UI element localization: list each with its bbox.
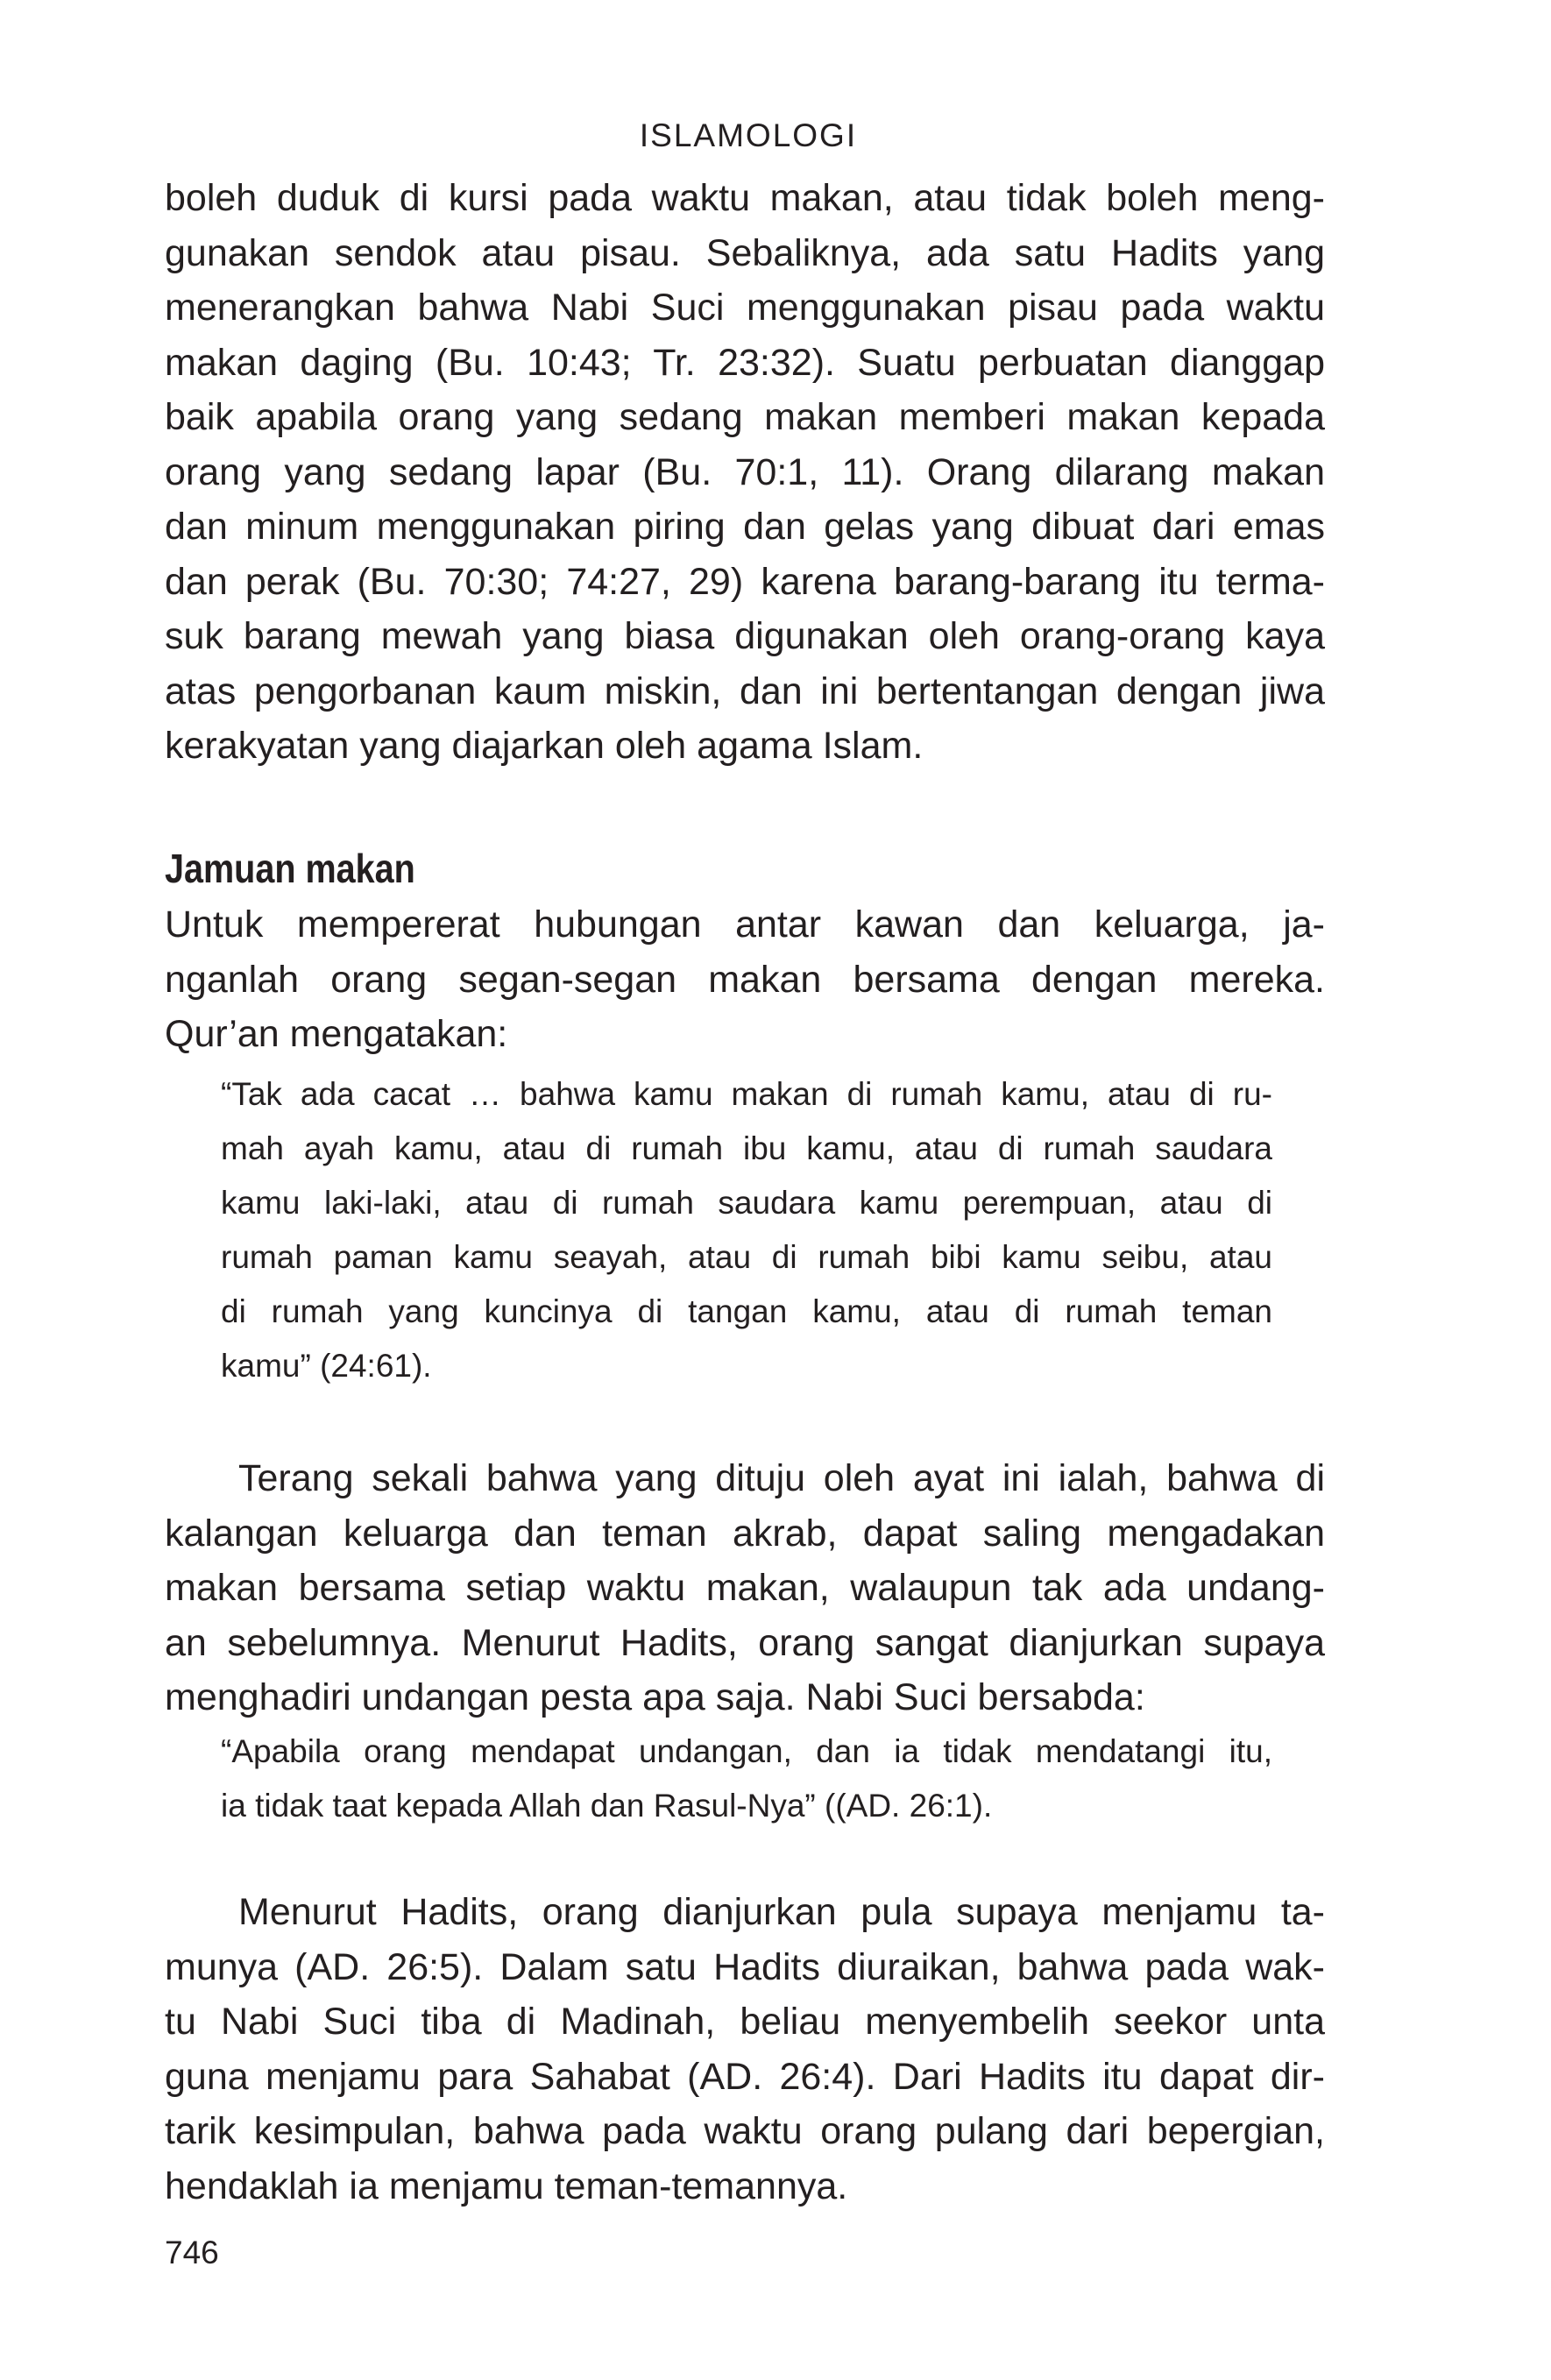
text-line: makan bersama setiap waktu makan, walaupun tak ada undang- [165, 1567, 1325, 1609]
text-line: dan minum menggunakan piring dan gelas yang dibuat dari emas [165, 506, 1325, 548]
quote-line: di rumah yang kuncinya di tangan kamu, atau di rumah teman [221, 1293, 1272, 1329]
text-line: dan perak (Bu. 70:30; 74:27, 29) karena barang-barang itu terma- [165, 560, 1325, 603]
text-line: Terang sekali bahwa yang dituju oleh ayat ini ialah, bahwa di [238, 1457, 1325, 1499]
section-heading: Jamuan makan [165, 846, 415, 891]
text-line: tu Nabi Suci tiba di Madinah, beliau menyembelih seekor unta [165, 2001, 1325, 2043]
text-line: gunakan sendok atau pisau. Sebaliknya, ada satu Hadits yang [165, 231, 1325, 274]
text-line: Qur’an mengatakan: [165, 1013, 508, 1055]
quote-line: kamu” (24:61). [221, 1348, 432, 1384]
text-line: hendaklah ia menjamu teman-temannya. [165, 2164, 848, 2207]
text-line: munya (AD. 26:5). Dalam satu Hadits diuraikan, bahwa pada wak- [165, 1945, 1325, 1988]
text-line: suk barang mewah yang biasa digunakan oleh orang-orang kaya [165, 615, 1325, 657]
text-line: Untuk mempererat hubungan antar kawan dan keluarga, ja- [165, 903, 1325, 946]
page-number: 746 [165, 2235, 219, 2270]
text-line: boleh duduk di kursi pada waktu makan, atau tidak boleh meng- [165, 177, 1325, 219]
block-quote-2 [221, 1725, 1272, 1833]
quote-line: “Tak ada cacat … bahwa kamu makan di rumah kamu, atau di ru- [221, 1076, 1272, 1112]
paragraph-2 [165, 897, 1325, 1062]
text-line: an sebelumnya. Menurut Hadits, orang sangat dianjurkan supaya [165, 1621, 1325, 1664]
text-line: menghadiri undangan pesta apa saja. Nabi Suci bersabda: [165, 1676, 1145, 1718]
text-line: atas pengorbanan kaum miskin, dan ini bertentangan dengan jiwa [165, 669, 1325, 712]
text-line: orang yang sedang lapar (Bu. 70:1, 11). Orang dilarang makan [165, 450, 1325, 493]
paragraph-1 [165, 171, 1325, 774]
text-line: kerakyatan yang diajarkan oleh agama Islam. [165, 725, 924, 767]
text-line: baik apabila orang yang sedang makan memberi makan kepada [165, 396, 1325, 438]
quote-line: “Apabila orang mendapat undangan, dan ia tidak mendatangi itu, [221, 1733, 1272, 1769]
text-line: makan daging (Bu. 10:43; Tr. 23:32). Suatu perbuatan dianggap [165, 341, 1325, 384]
text-line: menerangkan bahwa Nabi Suci menggunakan pisau pada waktu [165, 287, 1325, 329]
text-line: guna menjamu para Sahabat (AD. 26:4). Dari Hadits itu dapat dir- [165, 2055, 1325, 2098]
text-line: tarik kesimpulan, bahwa pada waktu orang pulang dari bepergian, [165, 2110, 1325, 2152]
paragraph-3 [165, 1451, 1325, 1725]
text-line: kalangan keluarga dan teman akrab, dapat saling mengadakan [165, 1512, 1325, 1555]
text-line: nganlah orang segan-segan makan bersama dengan mereka. [165, 958, 1325, 1001]
quote-line: rumah paman kamu seayah, atau di rumah bibi kamu seibu, atau [221, 1239, 1272, 1275]
running-head: ISLAMOLOGI [639, 117, 858, 153]
quote-line: mah ayah kamu, atau di rumah ibu kamu, atau di rumah saudara [221, 1130, 1272, 1166]
paragraph-4 [165, 1885, 1325, 2214]
quote-line: ia tidak taat kepada Allah dan Rasul-Nya” ((AD. 26:1). [221, 1788, 993, 1824]
block-quote-1 [221, 1067, 1272, 1393]
text-line: Menurut Hadits, orang dianjurkan pula supaya menjamu ta- [238, 1891, 1325, 1933]
quote-line: kamu laki-laki, atau di rumah saudara kamu perempuan, atau di [221, 1185, 1272, 1221]
